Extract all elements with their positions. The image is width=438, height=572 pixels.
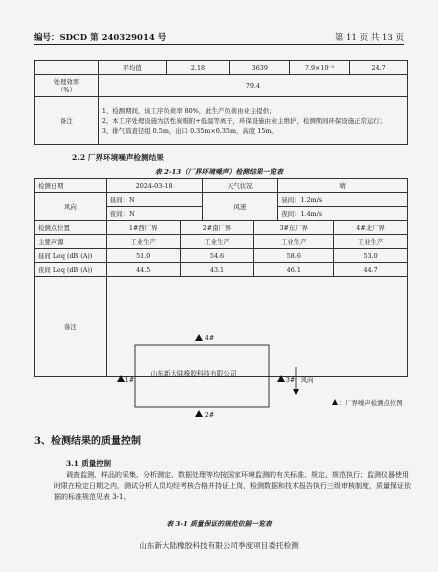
section-heading-2-2: 2.2 厂界环境噪声检测结果 [72, 153, 164, 162]
date-value: 2024-03-18 [106, 179, 202, 193]
wind-arrow-icon [293, 389, 299, 395]
table-cell [35, 61, 99, 75]
point-4-marker [195, 334, 203, 341]
date-label: 检测日期 [35, 179, 107, 193]
exhaust-results-table [34, 60, 408, 145]
day-value-3: 58.6 [254, 249, 334, 263]
section-heading-3-1: 3.1 质量控制 [66, 459, 111, 468]
source-1: 工业生产 [106, 235, 180, 249]
night-label: 夜间 Leq (dB (A)) [35, 263, 107, 277]
source-4: 工业生产 [334, 235, 408, 249]
qc-paragraph: 调查监测、样品的采集、分析测定、数据处理等均按国家环境监测的有关标准、规定、规范执行；监测仪器使用时限在检定日期之内，测试分析人员均经考核合格并持证上岗，检测数据和技术报告执行三级审核制度，质量保证依据的标准规范见表 3-1。 [54, 471, 411, 501]
note-line: 1、检测期间，该工序负荷率 80%，此生产负荷由业主提供； [101, 106, 276, 115]
point-3-marker [277, 375, 285, 382]
company-name: 山东新大陆橡胶科技有限公司 [150, 369, 237, 378]
weather-label: 天气状况 [202, 179, 278, 193]
source-label: 主要声源 [35, 235, 107, 249]
notes-cell [98, 97, 407, 145]
point-2: 2#南厂界 [180, 221, 254, 235]
point-3: 3#东厂界 [254, 221, 334, 235]
point-2-marker [195, 410, 203, 417]
legend-text: ：厂界噪声检测点位图 [338, 398, 403, 407]
avg-label: 平均值 [98, 61, 166, 75]
point-2-label: 2# [204, 410, 215, 419]
weather-value: 晴 [278, 179, 408, 193]
point-label: 检测点位置 [35, 221, 107, 235]
wind-speed-night: 夜间：1.4m/s [278, 207, 408, 221]
page-footer: 山东新大陆橡胶科技有限公司季度项目委托检测 [139, 541, 299, 550]
notes-label: 备注 [35, 277, 107, 377]
report-number: 编号：SDCD 第 240329014 号 [34, 33, 167, 43]
table-caption: 表 3-1 质量保证的规范依据一览表 [166, 520, 272, 528]
noise-results-table [34, 178, 408, 419]
point-4: 4#北厂界 [334, 221, 408, 235]
notes-label: 备注 [35, 97, 99, 145]
note-line: 3、排气筒直径组 0.5m，出口 0.35m×0.35m，高度 15m。 [101, 126, 278, 135]
night-value-1: 44.5 [106, 263, 180, 277]
table-cell: 2.18 [166, 61, 230, 75]
wind-direction-label: 风向 [35, 193, 107, 221]
legend-marker-icon [332, 399, 338, 405]
section-heading-3: 3、检测结果的质量控制 [34, 436, 141, 447]
point-1: 1#西厂界 [106, 221, 180, 235]
table-cell: 3639 [230, 61, 290, 75]
source-2: 工业生产 [180, 235, 254, 249]
note-line: 2、本工序处理设施为活性炭吸附+低温等离子，环保设施由业主维护，检测期间环保设施正常运行； [101, 116, 387, 125]
night-value-3: 46.1 [254, 263, 334, 277]
table-cell: 7.9×10⁻⁵ [290, 61, 350, 75]
source-3: 工业生产 [254, 235, 334, 249]
wind-direction-night: 夜间：N [106, 207, 202, 221]
efficiency-value: 79.4 [98, 75, 407, 97]
point-1-marker [117, 375, 125, 382]
wind-label: 风向 [300, 375, 314, 384]
point-4-label: 4# [204, 333, 215, 342]
night-value-4: 44.7 [334, 263, 408, 277]
efficiency-label: 处理效率 （%） [35, 75, 99, 97]
diagram-cell [106, 277, 407, 419]
day-label: 昼间 Leq (dB (A)) [35, 249, 107, 263]
wind-direction-day: 昼间：N [106, 193, 202, 207]
wind-speed-day: 昼间：1.2m/s [278, 193, 408, 207]
day-value-1: 51.0 [106, 249, 180, 263]
point-1-label: 1# [124, 375, 135, 384]
day-value-4: 53.0 [334, 249, 408, 263]
wind-speed-label: 风速 [202, 193, 278, 221]
point-3-label: 3# [285, 375, 296, 384]
page-number: 第 11 页 共 13 页 [334, 33, 404, 43]
table-caption: 表 2-13（厂界环境噪声）检测结果一览表 [154, 168, 284, 176]
page-header [34, 30, 404, 45]
day-value-2: 54.6 [180, 249, 254, 263]
night-value-2: 43.1 [180, 263, 254, 277]
table-cell: 24.7 [350, 61, 408, 75]
